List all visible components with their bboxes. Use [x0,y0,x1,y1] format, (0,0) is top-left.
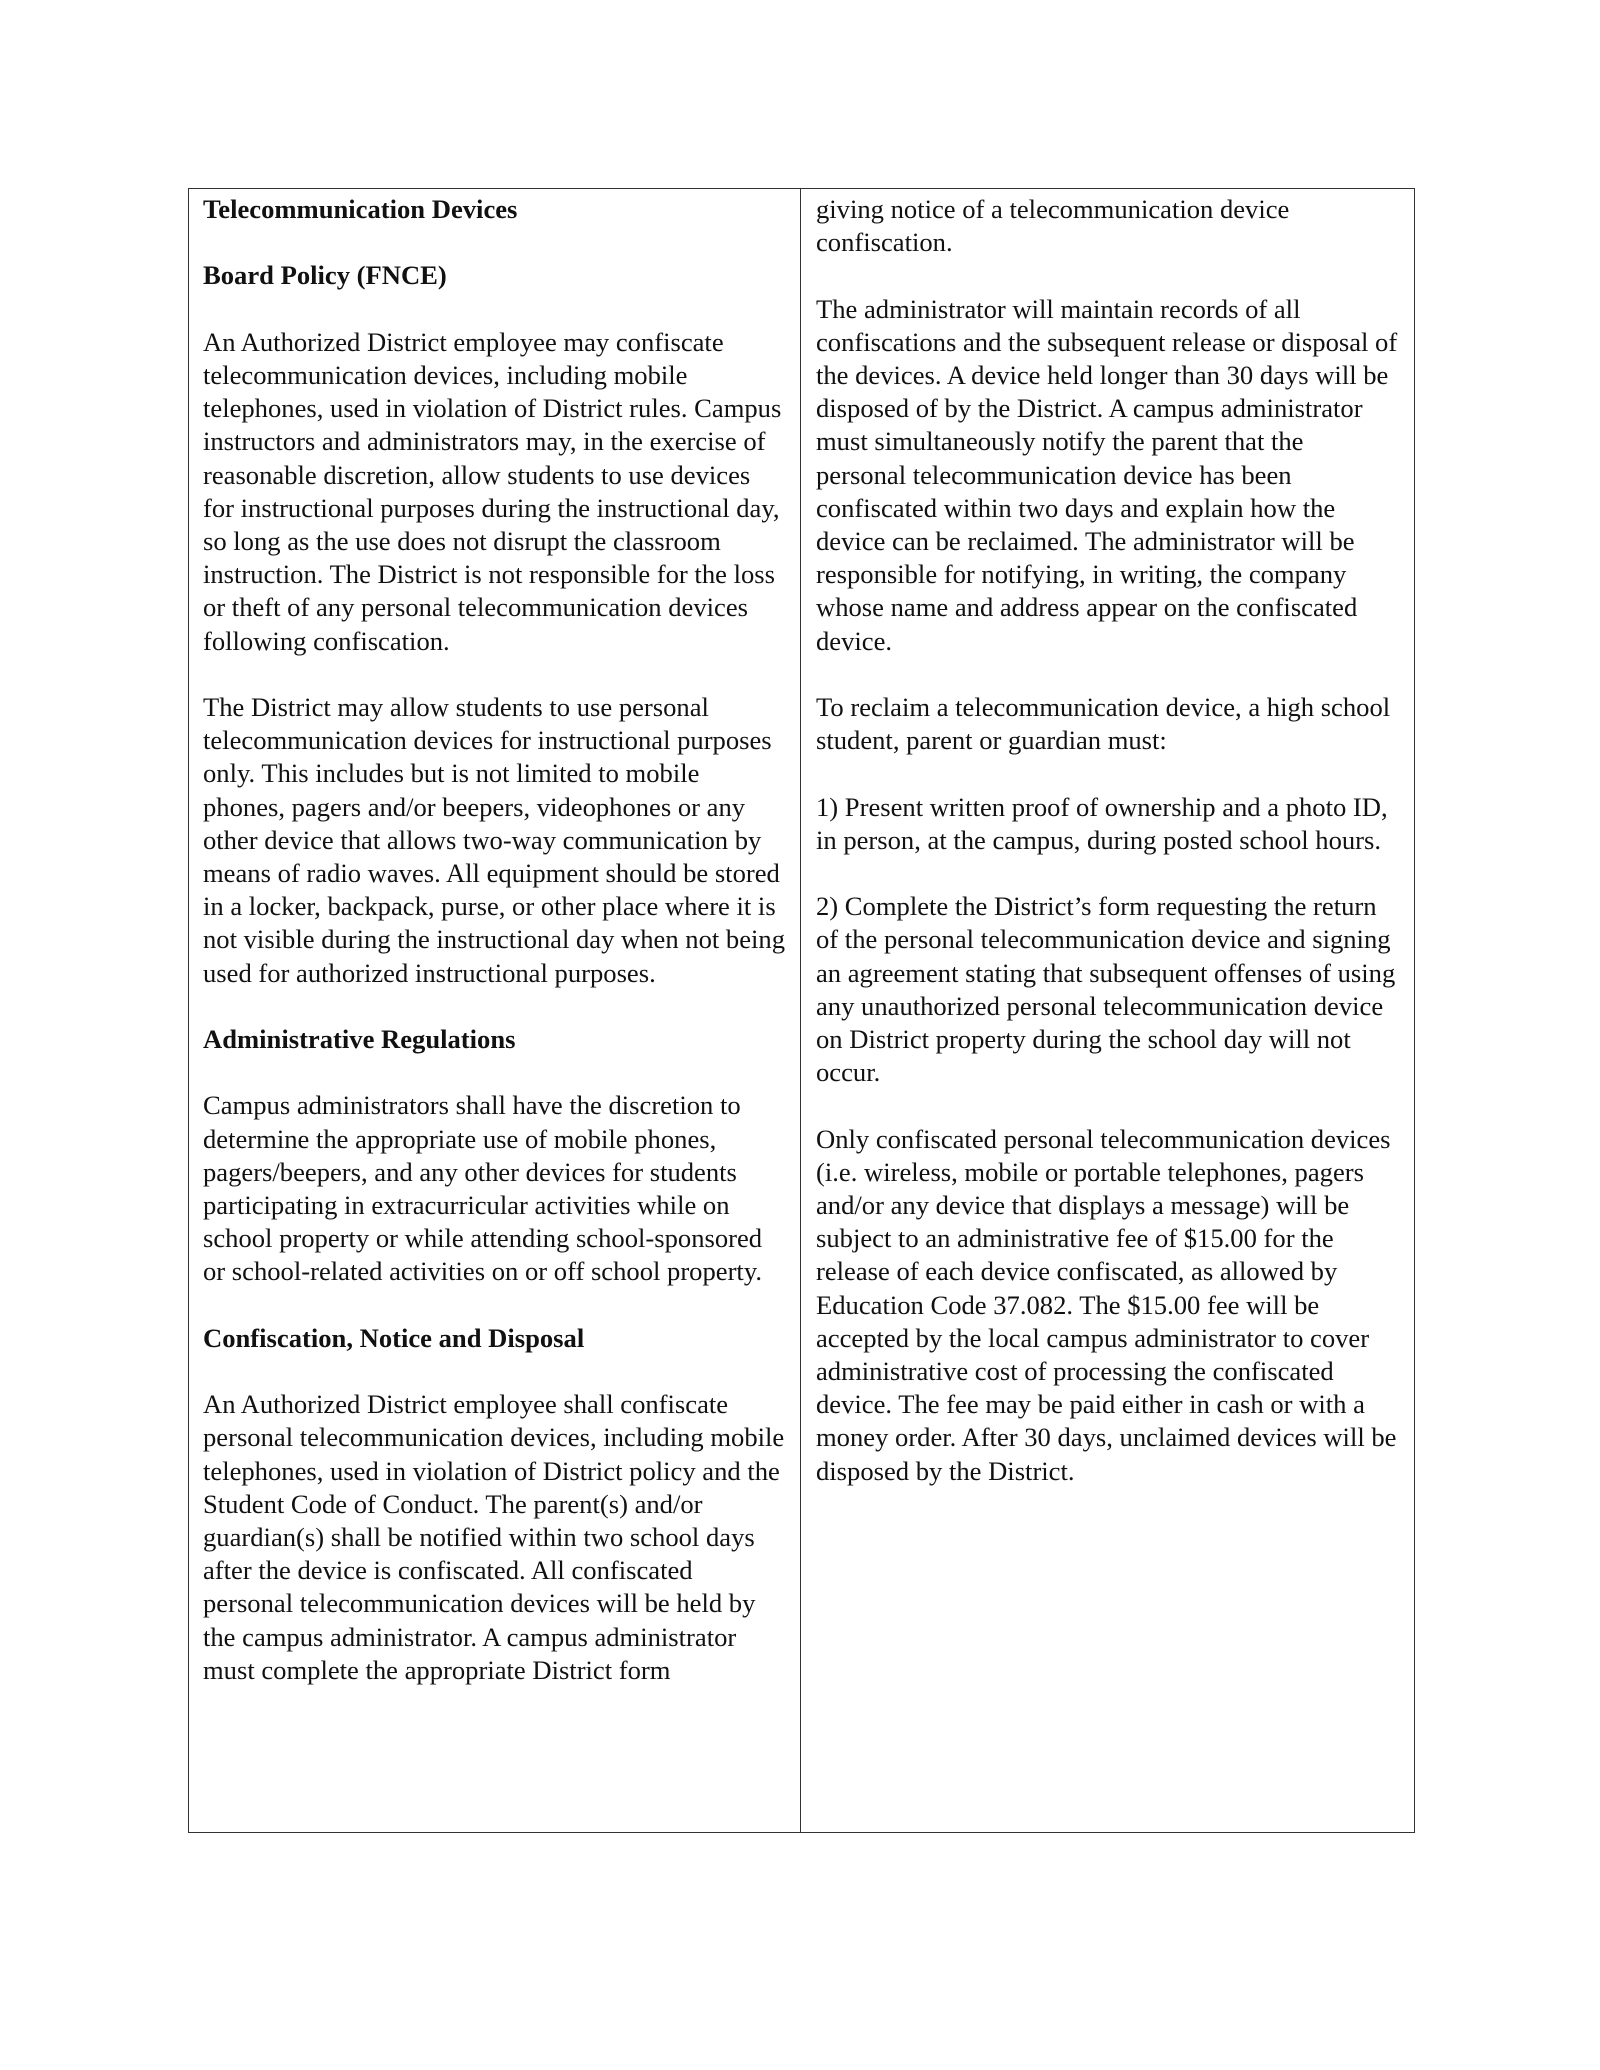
records-paragraph: The administrator will maintain records of all confiscations and the subsequent release or disposal of the devices. A device held longer than 30 days will be disposed of by the District. A campus administrator must simultaneously notify the parent that the personal telecommunication device has been confiscated within two days and explain how the device can be reclaimed. The administrator will be responsible for notifying, in writing, the company whose name and address appear on the confiscated device. [816,293,1398,656]
confiscation-paragraph: An Authorized District employee shall confiscate personal telecommunication devices, including mobile telephones, used in violation of District policy and the Student Code of Conduct. The parent(s) and/or guardian(s) shall be notified within two school days after the device is confiscated. All confiscated personal telecommunication devices will be held by the campus administrator. A campus administrator must complete the appropriate District form [203,1389,785,1685]
confiscation-heading: Confiscation, Notice and Disposal [203,1322,585,1353]
administrative-regulations-paragraph: Campus administrators shall have the discretion to determine the appropriate use of mobile phones, pagers/beepers, and any other devices for students participating in extracurricular activities while on school property or while attending school-sponsored or school-related activities on or off school property. [203,1090,763,1287]
board-policy-heading: Board Policy (FNCE) [203,260,447,291]
left-column [189,189,801,1832]
administrative-regulations-heading: Administrative Regulations [203,1024,516,1055]
document-title: Telecommunication Devices [203,194,518,224]
confiscation-paragraph-continued: giving notice of a telecommunication device confiscation. [816,194,1290,258]
board-policy-paragraph-1: An Authorized District employee may confiscate telecommunication devices, including mobile telephones, used in violation of District rules. Campus instructors and administrators may, in the exercise of reasonable discretion, allow students to use devices for instructional purposes during the instructional day, so long as the use does not disrupt the classroom instruction. The District is not responsible for the loss or theft of any personal telecommunication devices following confiscation. [203,326,782,656]
reclaim-step-1: 1) Present written proof of ownership and a photo ID, in person, at the campus, during posted school hours. [816,791,1388,855]
reclaim-intro-paragraph: To reclaim a telecommunication device, a high school student, parent or guardian must: [816,692,1391,756]
board-policy-paragraph-2: The District may allow students to use personal telecommunication devices for instructional purposes only. This includes but is not limited to mobile phones, pagers and/or beepers, videophones or any other device that allows two-way communication by means of radio waves. All equipment should be stored in a locker, backpack, purse, or other place where it is not visible during the instructional day when not being used for authorized instructional purposes. [203,692,786,988]
policy-table [188,188,1415,1833]
right-column [801,189,1414,1832]
administrative-fee-paragraph: Only confiscated personal telecommunication devices (i.e. wireless, mobile or portable telephones, pagers and/or any device that displays a message) will be subject to an administrative fee of $15.00 for the release of each device confiscated, as allowed by Education Code 37.082. The $15.00 fee will be accepted by the local campus administrator to cover administrative cost of processing the confiscated device. The fee may be paid either in cash or with a money order. After 30 days, unclaimed devices will be disposed by the District. [816,1123,1397,1486]
reclaim-step-2: 2) Complete the District’s form requesting the return of the personal telecommunication device and signing an agreement stating that subsequent offenses of using any unauthorized personal telecommunication device on District property during the school day will not occur. [816,891,1396,1088]
